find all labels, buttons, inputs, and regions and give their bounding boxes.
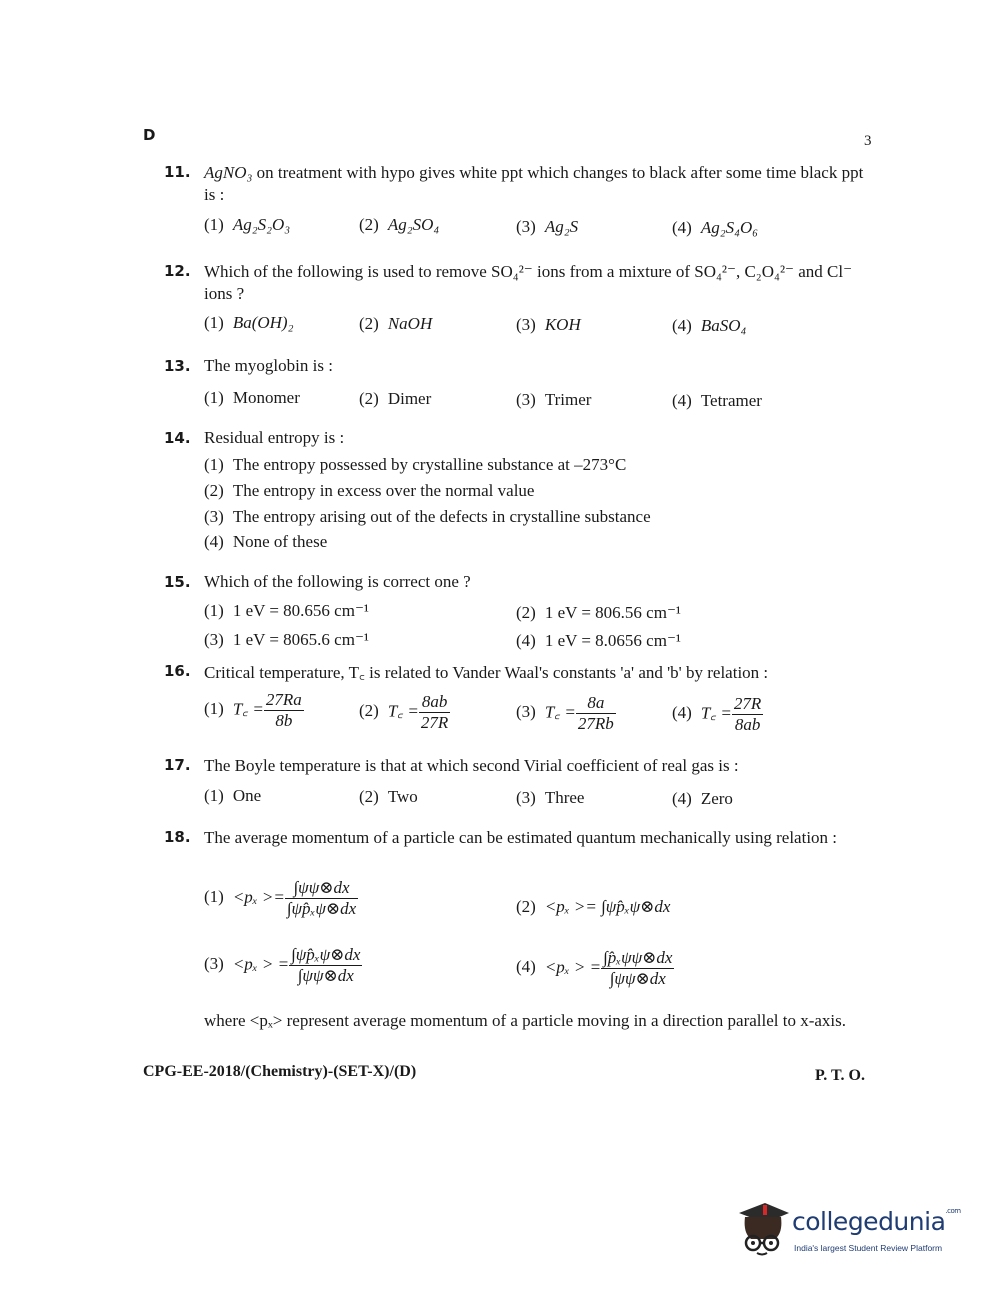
- option-2: (2) Ag₂SO₄: [359, 215, 440, 234]
- question-text: AgNO₃ on treatment with hypo gives white ppt which changes to black after some time black ppt is :: [204, 163, 864, 204]
- option-2: (2) NaOH: [359, 314, 433, 333]
- question-number: 14.: [164, 429, 191, 447]
- question-text: Residual entropy is :: [204, 428, 345, 447]
- option-1: (1) The entropy possessed by crystalline substance at –273°C: [204, 455, 627, 474]
- option-1: (1) <pₓ >= $\frac{\int\psi\psi\otimes dx}{\text{∫ψp̂ₓψ⊗dx}}$: [204, 878, 357, 918]
- question-number: 17.: [164, 756, 191, 774]
- option-1: (1) Ag₂S₂O₃: [204, 215, 291, 234]
- option-3: (3) Three: [516, 788, 585, 807]
- option-1: (1) One: [204, 786, 262, 805]
- option-4: (4) T꜀ = $\frac{27R}{8ab}$: [672, 694, 762, 734]
- option-2: (2) T꜀ = $\frac{8ab}{27R}$: [359, 692, 449, 732]
- option-4: (4) BaSO₄: [672, 316, 747, 335]
- question-text: The myoglobin is :: [204, 356, 333, 375]
- option-3: (3) KOH: [516, 315, 581, 334]
- question-text: Which of the following is correct one ?: [204, 572, 471, 591]
- question-number: 16.: [164, 662, 191, 680]
- set-letter: D: [143, 126, 156, 144]
- question-number: 15.: [164, 573, 191, 591]
- option-1: (1) 1 eV = 80.656 cm⁻¹: [204, 601, 370, 620]
- option-3: (3) T꜀ = $\frac{8a}{27Rb}$: [516, 693, 614, 733]
- question-number: 11.: [164, 163, 191, 181]
- pto-label: P. T. O.: [815, 1067, 865, 1084]
- paper-code: CPG-EE-2018/(Chemistry)-(SET-X)/(D): [143, 1063, 417, 1080]
- question-text: Which of the following is used to remove SO₄²⁻ ions from a mixture of SO₄²⁻, C₂O₄²⁻ and Cl⁻ ions ?: [204, 262, 853, 303]
- option-4: (4) <pₓ > = $\frac{\text{∫p̂ₓψψ⊗dx}}{\int\psi\psi\otimes dx}$: [516, 948, 673, 988]
- student-mascot-icon: [735, 1199, 791, 1257]
- question-text: The average momentum of a particle can be estimated quantum mechanically using relation :: [204, 828, 838, 847]
- option-4: (4) Tetramer: [672, 391, 762, 410]
- option-3: (3) 1 eV = 8065.6 cm⁻¹: [204, 630, 370, 649]
- option-3: (3) The entropy arising out of the defects in crystalline substance: [204, 507, 651, 526]
- question-note: where <pₓ> represent average momentum of a particle moving in a direction parallel to x-axis.: [204, 1011, 847, 1030]
- option-2: (2) Dimer: [359, 389, 432, 408]
- option-2: (2) The entropy in excess over the normal value: [204, 481, 535, 500]
- page-number: 3: [864, 133, 872, 149]
- logo-wordmark: collegedunia$^{.com}$: [792, 1207, 961, 1236]
- option-4: (4) 1 eV = 8.0656 cm⁻¹: [516, 631, 682, 650]
- formula: AgNO₃: [204, 163, 253, 182]
- option-3: (3) Trimer: [516, 390, 592, 409]
- option-1: (1) Monomer: [204, 388, 300, 407]
- option-1: (1) Ba(OH)₂: [204, 313, 294, 332]
- question-number: 18.: [164, 828, 191, 846]
- question-number: 13.: [164, 357, 191, 375]
- option-3: (3) <pₓ > = $\frac{\text{∫ψp̂ₓψ⊗dx}}{\int\psi\psi\otimes dx}$: [204, 945, 361, 985]
- collegedunia-logo: [735, 1197, 960, 1259]
- option-1: (1) T꜀ = $\frac{27Ra}{8b}$: [204, 690, 302, 730]
- logo-tagline: India's largest Student Review Platform: [794, 1243, 943, 1253]
- option-2: (2) <pₓ >= ∫ψp̂ₓψ⊗dx: [516, 897, 671, 916]
- question-number: 12.: [164, 262, 191, 280]
- option-4: (4) None of these: [204, 532, 328, 551]
- question-text: The Boyle temperature is that at which second Virial coefficient of real gas is :: [204, 756, 739, 775]
- option-2: (2) 1 eV = 806.56 cm⁻¹: [516, 603, 682, 622]
- option-4: (4) Ag₂S₄O₆: [672, 218, 759, 237]
- option-3: (3) Ag₂S: [516, 217, 579, 236]
- question-text: Critical temperature, T꜀ is related to Vander Waal's constants 'a' and 'b' by relation :: [204, 663, 769, 682]
- option-4: (4) Zero: [672, 789, 733, 808]
- option-2: (2) Two: [359, 787, 418, 806]
